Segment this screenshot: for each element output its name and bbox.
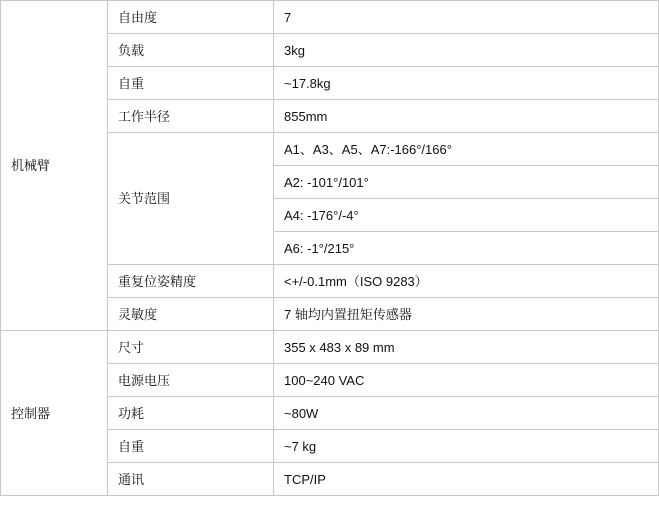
row-label: 自重 <box>108 430 274 463</box>
row-value: <+/-0.1mm（ISO 9283） <box>274 265 659 298</box>
row-value: 7 <box>274 1 659 34</box>
row-label: 负载 <box>108 34 274 67</box>
row-value: ~80W <box>274 397 659 430</box>
row-value: A1、A3、A5、A7:-166°/166° <box>274 133 659 166</box>
table-body <box>1 1 659 496</box>
row-label: 自由度 <box>108 1 274 34</box>
row-value: 100~240 VAC <box>274 364 659 397</box>
row-value: A4: -176°/-4° <box>274 199 659 232</box>
row-label: 功耗 <box>108 397 274 430</box>
row-label: 通讯 <box>108 463 274 496</box>
row-label: 工作半径 <box>108 100 274 133</box>
group-label-controller: 控制器 <box>1 331 108 496</box>
row-label: 尺寸 <box>108 331 274 364</box>
row-value: A2: -101°/101° <box>274 166 659 199</box>
row-label: 灵敏度 <box>108 298 274 331</box>
row-label: 电源电压 <box>108 364 274 397</box>
table-row <box>1 331 659 364</box>
group-label-arm: 机械臂 <box>1 1 108 331</box>
row-label-joint-range: 关节范围 <box>108 133 274 265</box>
row-value: A6: -1°/215° <box>274 232 659 265</box>
table-row <box>1 1 659 34</box>
row-value: TCP/IP <box>274 463 659 496</box>
row-value: 355 x 483 x 89 mm <box>274 331 659 364</box>
row-label: 重复位姿精度 <box>108 265 274 298</box>
row-value: ~7 kg <box>274 430 659 463</box>
row-label: 自重 <box>108 67 274 100</box>
row-value: 3kg <box>274 34 659 67</box>
row-value: 855mm <box>274 100 659 133</box>
row-value: 7 轴均内置扭矩传感器 <box>274 298 659 331</box>
row-value: ~17.8kg <box>274 67 659 100</box>
